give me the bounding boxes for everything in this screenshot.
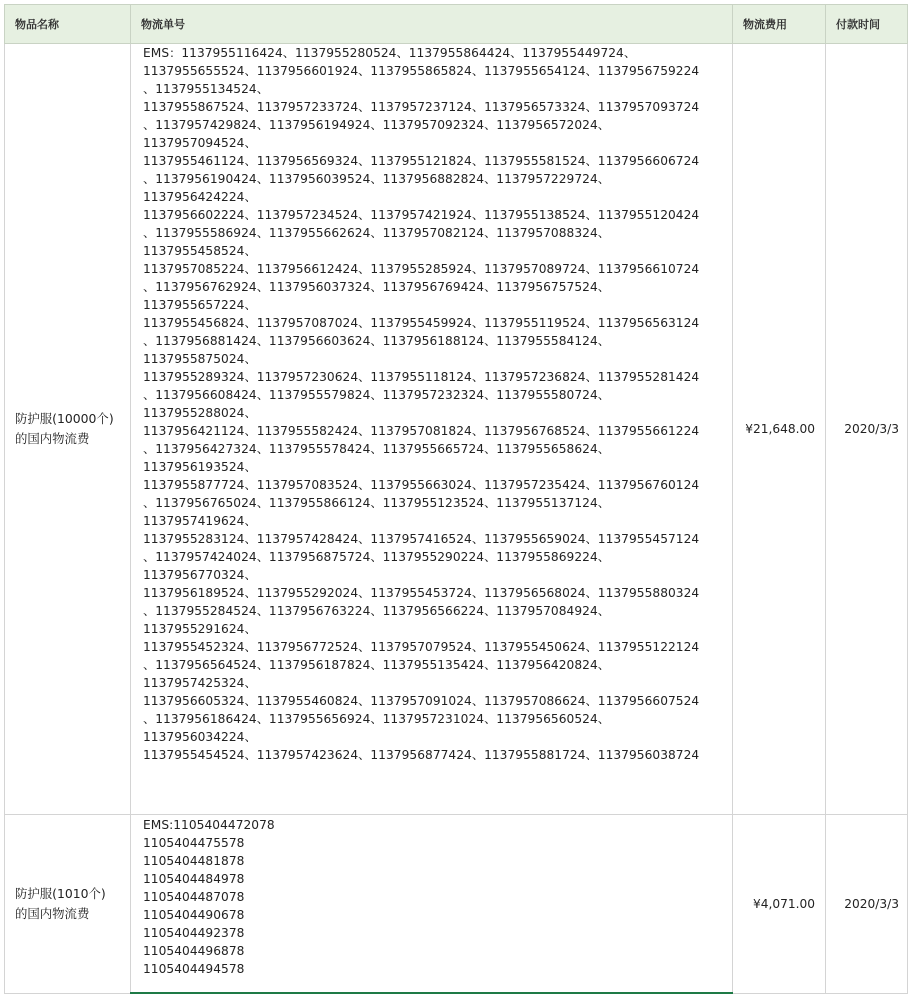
tracking-number-line: 1105404484978 <box>143 871 245 886</box>
item-name-line: 防护服(10000个) <box>15 411 114 426</box>
item-name-line: 的国内物流费 <box>15 431 90 446</box>
tracking-number-list <box>143 816 720 992</box>
tracking-number-line: 1137955458524、 <box>143 244 257 258</box>
tracking-number-list <box>143 44 720 814</box>
item-name-line: 防护服(1010个) <box>15 885 106 901</box>
header-payment-date[interactable]: 付款时间 <box>826 5 908 44</box>
tracking-number-line: 、1137957424024、1137956875724、1137955290224、1137955869224、 <box>143 550 610 564</box>
tracking-number-line: 1137955867524、1137957233724、1137957237124、1137956573324、1137957093724 <box>143 100 700 114</box>
tracking-number-line: 1105404487078 <box>143 889 245 904</box>
tracking-number-line: 1137955875024、 <box>143 352 257 366</box>
tracking-number-line: 1137956034224、 <box>143 730 257 744</box>
tracking-number-line: 1137956602224、1137957234524、1137957421924、1137955138524、1137955120424 <box>143 208 700 222</box>
tracking-number-line: 、1137955134524、 <box>143 82 269 96</box>
tracking-number-line: 1137955454524、1137957423624、1137956877424、1137955881724、1137956038724 <box>143 748 700 762</box>
tracking-number-line: 、1137956608424、1137955579824、1137957232324、1137955580724、 <box>143 388 610 402</box>
tracking-number-line: 1105404492378 <box>143 925 245 940</box>
table-row <box>5 44 908 815</box>
tracking-number-line: EMS:1105404472078 <box>143 817 275 832</box>
tracking-number-line: EMS：1137955116424、1137955280524、1137955864424、1137955449724、 <box>143 46 637 60</box>
tracking-number-line: 1105404475578 <box>143 835 245 850</box>
shipping-fee-sheet <box>4 4 907 994</box>
tracking-number-line: 1105404496878 <box>143 943 245 958</box>
item-name-line: 的国内物流费 <box>15 905 90 921</box>
tracking-number-line: 、1137956186424、1137955656924、1137957231024、1137956560524、 <box>143 712 610 726</box>
fee-cell[interactable]: ¥21,648.00 <box>733 44 826 815</box>
item-name-cell[interactable] <box>5 815 131 994</box>
header-row <box>5 5 908 44</box>
date-cell[interactable]: 2020/3/3 <box>826 815 908 994</box>
tracking-number-line: 1137957419624、 <box>143 514 257 528</box>
item-name-cell[interactable] <box>5 44 131 815</box>
tracking-number-line: 1137955461124、1137956569324、1137955121824、1137955581524、1137956606724 <box>143 154 700 168</box>
logistics-table <box>4 4 908 994</box>
tracking-number-line: 1137955657224、 <box>143 298 257 312</box>
tracking-number-line: 1137956770324、 <box>143 568 257 582</box>
tracking-number-line: 、1137956564524、1137956187824、1137955135424、1137956420824、 <box>143 658 610 672</box>
tracking-number-line: 、1137956427324、1137955578424、1137955665724、1137955658624、 <box>143 442 610 456</box>
tracking-number-line: 1137956605324、1137955460824、1137957091024、1137957086624、1137956607524 <box>143 694 700 708</box>
tracking-number-line: 1137956424224、 <box>143 190 257 204</box>
tracking-number-line: 1105404490678 <box>143 907 245 922</box>
tracking-number-line: 1137955452324、1137956772524、1137957079524、1137955450624、1137955122124 <box>143 640 700 654</box>
tracking-number-line: 、1137957429824、1137956194924、1137957092324、1137956572024、 <box>143 118 610 132</box>
tracking-number-cell[interactable] <box>131 44 733 815</box>
tracking-number-line: 1137956189524、1137955292024、1137955453724、1137956568024、1137955880324 <box>143 586 700 600</box>
tracking-number-line: 1137957085224、1137956612424、1137955285924、1137957089724、1137956610724 <box>143 262 700 276</box>
tracking-number-line: 1137955288024、 <box>143 406 257 420</box>
table-row <box>5 815 908 994</box>
tracking-number-line: 、1137956881424、1137956603624、1137956188124、1137955584124、 <box>143 334 610 348</box>
tracking-number-line: 、1137956762924、1137956037324、1137956769424、1137956757524、 <box>143 280 610 294</box>
tracking-number-cell[interactable] <box>131 815 733 994</box>
tracking-number-line: 、1137955284524、1137956763224、1137956566224、1137957084924、 <box>143 604 610 618</box>
tracking-number-line: 1137956193524、 <box>143 460 257 474</box>
fee-cell[interactable]: ¥4,071.00 <box>733 815 826 994</box>
tracking-number-line: 1137955291624、 <box>143 622 257 636</box>
tracking-number-line: 1137955456824、1137957087024、1137955459924、1137955119524、1137956563124 <box>143 316 700 330</box>
tracking-number-line: 、1137956190424、1137956039524、1137956882824、1137957229724、 <box>143 172 610 186</box>
tracking-number-line: 、1137956765024、1137955866124、1137955123524、1137955137124、 <box>143 496 610 510</box>
tracking-number-line: 1137955289324、1137957230624、1137955118124、1137957236824、1137955281424 <box>143 370 700 384</box>
tracking-number-line: 、1137955586924、1137955662624、1137957082124、1137957088324、 <box>143 226 610 240</box>
tracking-number-line: 1105404494578 <box>143 961 245 976</box>
header-item-name[interactable]: 物品名称 <box>5 5 131 44</box>
tracking-number-line: 1137957094524、 <box>143 136 257 150</box>
tracking-number-line: 1137957425324、 <box>143 676 257 690</box>
date-cell[interactable]: 2020/3/3 <box>826 44 908 815</box>
tracking-number-line: 1137956421124、1137955582424、1137957081824、1137956768524、1137955661224 <box>143 424 700 438</box>
header-tracking-number[interactable]: 物流单号 <box>131 5 733 44</box>
tracking-number-line: 1137955283124、1137957428424、1137957416524、1137955659024、1137955457124 <box>143 532 700 546</box>
tracking-number-line: 1137955877724、1137957083524、1137955663024、1137957235424、1137956760124 <box>143 478 700 492</box>
tracking-number-line: 1105404481878 <box>143 853 245 868</box>
header-logistics-fee[interactable]: 物流费用 <box>733 5 826 44</box>
tracking-number-line: 1137955655524、1137956601924、1137955865824、1137955654124、1137956759224 <box>143 64 700 78</box>
